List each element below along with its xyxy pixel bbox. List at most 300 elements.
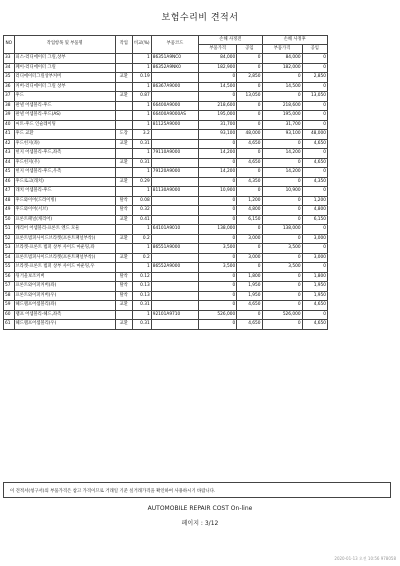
cell-labor-before: 0 [237,244,262,254]
cell-part-price-after: 84,000 [262,54,302,64]
table-row [4,310,328,320]
cell-part-price-before: 10,900 [199,187,237,197]
cell-labor-before: 0 [237,187,262,197]
cell-ratio: 1 [132,120,151,130]
table-row [4,196,328,206]
cell-part-price-before: 218,600 [199,101,237,111]
cell-part-code: 86352A9NK0 [151,63,198,73]
cell-item-name: 판넬 어셈블리-후드(AS) [14,111,115,121]
cell-part-price-after: 0 [262,206,302,216]
table-row [4,73,328,83]
cell-work-type [115,101,132,111]
header-before-adjustment: 손해 사정전 [199,36,262,45]
table-row [4,206,328,216]
cell-labor-before: 2,850 [237,73,262,83]
cell-part-code [151,301,198,311]
header-part-price-after: 부품가격 [262,45,302,54]
cell-ratio: 0.41 [132,215,151,225]
cell-part-code [151,282,198,292]
cell-part-price-before: 84,000 [199,54,237,64]
cell-row-number: 60 [4,310,15,320]
table-row [4,168,328,178]
cell-part-code: 79110A9000 [151,149,198,159]
cell-labor-after: 0 [302,101,327,111]
cell-part-price-before: 3,500 [199,263,237,273]
cell-item-name: 커버-러디에이터 그릴 상부 [14,82,115,92]
cell-work-type: 탈착 [115,206,132,216]
header-code: 부품코드 [151,36,198,54]
cell-labor-after: 4,650 [302,301,327,311]
cell-row-number: 48 [4,196,15,206]
cell-row-number: 52 [4,234,15,244]
cell-work-type: 탈착 [115,272,132,282]
table-row [4,244,328,254]
cell-part-price-after: 0 [262,92,302,102]
print-timestamp: 2020-01-13 오전 10:56 978058 [334,556,396,561]
table-row [4,130,328,140]
cell-row-number: 59 [4,301,15,311]
cell-ratio: 1 [132,111,151,121]
cell-item-name: 프론트와이퍼커버(우) [14,291,115,301]
cell-ratio: 0.13 [132,291,151,301]
cell-part-price-before: 138,000 [199,225,237,235]
cell-ratio: 1 [132,310,151,320]
cell-row-number: 36 [4,82,15,92]
table-row [4,92,328,102]
table-row [4,225,328,235]
cell-part-price-after: 0 [262,139,302,149]
cell-ratio: 1 [132,263,151,273]
cell-labor-after: 0 [302,310,327,320]
cell-part-price-before: 0 [199,253,237,263]
cell-part-code [151,139,198,149]
cell-part-price-after: 0 [262,301,302,311]
cell-part-price-before: 0 [199,215,237,225]
cell-labor-after: 3,000 [302,253,327,263]
cell-labor-after: 1,800 [302,272,327,282]
cell-labor-before: 4,350 [237,177,262,187]
cell-ratio: 1 [132,101,151,111]
cell-labor-after: 1,950 [302,291,327,301]
table-row [4,234,328,244]
cell-part-price-before: 0 [199,320,237,330]
cell-labor-before: 4,800 [237,206,262,216]
cell-part-price-after: 0 [262,234,302,244]
header-labor-before: 공임 [237,45,262,54]
cell-ratio: 0.31 [132,320,151,330]
cell-row-number: 38 [4,101,15,111]
cell-part-price-before: 526,000 [199,310,237,320]
cell-labor-after: 0 [302,120,327,130]
cell-ratio: 1 [132,244,151,254]
cell-work-type [115,111,132,121]
cell-labor-before: 6,150 [237,215,262,225]
cell-item-name: 헤드램프어셈블리(우) [14,320,115,330]
cell-row-number: 46 [4,177,15,187]
cell-item-name: 프론트범퍼사이드브라켓(프론트패널부착)( [14,253,115,263]
cell-labor-before: 0 [237,225,262,235]
cell-row-number: 41 [4,130,15,140]
cell-ratio: 0.87 [132,92,151,102]
cell-part-code [151,234,198,244]
cell-part-price-before: 182,900 [199,63,237,73]
cell-work-type: 탈착 [115,291,132,301]
cell-part-price-before: 14,200 [199,168,237,178]
cell-labor-after: 2,850 [302,73,327,83]
table-row [4,301,328,311]
cell-labor-before: 4,650 [237,320,262,330]
cell-work-type [115,263,132,273]
cell-part-price-after: 0 [262,158,302,168]
table-row [4,63,328,73]
cell-labor-before: 0 [237,168,262,178]
cell-work-type: 교환 [115,139,132,149]
cell-part-price-after: 0 [262,291,302,301]
cell-ratio: 0.19 [132,73,151,83]
cell-work-type: 교환 [115,73,132,83]
cell-part-price-before: 0 [199,272,237,282]
cell-item-name: 후드힌지(좌) [14,139,115,149]
cell-ratio: 1 [132,187,151,197]
cell-labor-after: 4,800 [302,206,327,216]
cell-part-price-before: 0 [199,73,237,83]
cell-labor-after: 13,050 [302,92,327,102]
cell-labor-after: 0 [302,168,327,178]
cell-row-number: 55 [4,263,15,273]
cell-part-price-before: 3,500 [199,244,237,254]
cell-labor-after: 1,950 [302,282,327,292]
cell-work-type: 도장 [115,130,132,140]
cell-part-price-before: 0 [199,282,237,292]
cell-part-price-before: 31,700 [199,120,237,130]
table-row [4,263,328,273]
cell-work-type [115,63,132,73]
cell-part-code: 66400A9000 [151,101,198,111]
table-row [4,158,328,168]
cell-part-price-after: 31,700 [262,120,302,130]
cell-labor-before: 13,050 [237,92,262,102]
cell-labor-before: 1,950 [237,282,262,292]
cell-item-name: 프론트범퍼사이드브라켓(프론트패널부착)( [14,234,115,244]
cell-row-number: 49 [4,206,15,216]
table-row [4,253,328,263]
cell-work-type [115,168,132,178]
cell-ratio: 1 [132,63,151,73]
cell-part-code: 66400A9000AS [151,111,198,121]
cell-part-price-before: 14,500 [199,82,237,92]
header-name: 작업항목 및 부품명 [14,36,115,54]
cell-ratio: 0.12 [132,272,151,282]
cell-work-type [115,187,132,197]
cell-part-price-after: 195,000 [262,111,302,121]
cell-item-name: 후드 교환 [14,130,115,140]
table-row [4,215,328,225]
cell-labor-after: 0 [302,149,327,159]
cell-part-code: 86351A9NC0 [151,54,198,64]
cell-item-name: 후드로크(래치) [14,177,115,187]
cell-work-type [115,310,132,320]
cell-labor-before: 3,000 [237,253,262,263]
cell-item-name: 캐리어 어셈블리-프론트 엔드 모듈 [14,225,115,235]
table-row [4,101,328,111]
cell-labor-before: 0 [237,111,262,121]
cell-ratio: 1 [132,82,151,92]
cell-part-code [151,215,198,225]
cell-item-name: 프론트패널(캐리어) [14,215,115,225]
cell-work-type: 교환 [115,158,132,168]
cell-part-price-after: 3,500 [262,263,302,273]
cell-labor-before: 0 [237,310,262,320]
cell-row-number: 42 [4,139,15,149]
cell-labor-before: 0 [237,149,262,159]
cell-part-price-before: 0 [199,92,237,102]
cell-part-code: 86551A9000 [151,244,198,254]
cell-work-type [115,120,132,130]
cell-ratio: 0.31 [132,139,151,149]
cell-labor-after: 0 [302,225,327,235]
cell-labor-before: 4,650 [237,139,262,149]
cell-row-number: 51 [4,225,15,235]
cell-labor-after: 0 [302,187,327,197]
cell-work-type [115,82,132,92]
cell-part-price-before: 0 [199,206,237,216]
cell-part-price-before: 195,000 [199,111,237,121]
cell-row-number: 57 [4,282,15,292]
cell-labor-before: 0 [237,63,262,73]
cell-part-price-before: 14,200 [199,149,237,159]
cell-part-price-after: 0 [262,196,302,206]
table-row [4,54,328,64]
cell-labor-after: 48,000 [302,130,327,140]
cell-work-type: 탈착 [115,282,132,292]
cell-labor-after: 0 [302,244,327,254]
cell-item-name: 후드 [14,92,115,102]
cell-part-code [151,196,198,206]
cell-row-number: 50 [4,215,15,225]
cell-item-name: 브라켓-프론트 범퍼 상부 사이드 마운팅,좌 [14,244,115,254]
cell-ratio: 1 [132,168,151,178]
cell-labor-before: 4,650 [237,301,262,311]
estimate-table [3,35,328,330]
cell-part-price-before: 93,100 [199,130,237,140]
cell-part-price-after: 14,200 [262,168,302,178]
cell-labor-before: 0 [237,54,262,64]
cell-part-price-after: 0 [262,320,302,330]
cell-item-name: 페이-러디에이터 그릴 [14,63,115,73]
cell-ratio: 0.31 [132,301,151,311]
cell-part-code: 86367A9000 [151,82,198,92]
table-row [4,120,328,130]
cell-labor-before: 1,200 [237,196,262,206]
cell-ratio: 0.32 [132,206,151,216]
cell-part-code [151,291,198,301]
cell-ratio: 1 [132,54,151,64]
cell-item-name: 후드와이어(드라이빙) [14,196,115,206]
table-row [4,111,328,121]
cell-row-number: 58 [4,291,15,301]
cell-part-code: 81130A9000 [151,187,198,197]
cell-part-price-after: 3,500 [262,244,302,254]
cell-part-code [151,320,198,330]
table-row [4,272,328,282]
cell-labor-before: 4,650 [237,158,262,168]
cell-work-type [115,54,132,64]
table-row [4,187,328,197]
cell-work-type: 탈착 [115,196,132,206]
cell-labor-after: 0 [302,263,327,273]
cell-labor-after: 6,150 [302,215,327,225]
cell-row-number: 47 [4,187,15,197]
cell-labor-after: 4,650 [302,139,327,149]
cell-item-name: 힌지 어셈블리-후드,좌측 [14,149,115,159]
table-row [4,139,328,149]
cell-labor-before: 0 [237,120,262,130]
cell-part-code [151,92,198,102]
cell-part-price-before: 0 [199,291,237,301]
cell-row-number: 44 [4,158,15,168]
table-row [4,282,328,292]
cell-item-name: 힌지 어셈블리-후드,우측 [14,168,115,178]
cell-labor-after: 0 [302,82,327,92]
cell-labor-before: 0 [237,263,262,273]
cell-part-code [151,206,198,216]
cell-part-price-after: 93,100 [262,130,302,140]
cell-ratio: 1 [132,149,151,159]
notice-box [3,482,391,498]
cell-part-price-before: 0 [199,158,237,168]
cell-item-name: 판넬 어셈블리-후드 [14,101,115,111]
cell-part-price-after: 14,500 [262,82,302,92]
cell-part-code [151,253,198,263]
cell-labor-before: 0 [237,82,262,92]
cell-item-name: 씨트-후드 인슐레이팅 [14,120,115,130]
table-row [4,149,328,159]
cell-ratio: 3.2 [132,130,151,140]
cell-labor-after: 4,350 [302,177,327,187]
cell-labor-before: 1,950 [237,291,262,301]
header-labor-after: 공임 [302,45,327,54]
cell-part-price-after: 138,000 [262,225,302,235]
cell-item-name: 래치 어셈블리-후드 [14,187,115,197]
cell-item-name: 피스-러디에이터 그릴,상부 [14,54,115,64]
cell-part-price-after: 0 [262,215,302,225]
cell-part-price-after: 14,200 [262,149,302,159]
footer-title: AUTOMOBILE REPAIR COST On-line [147,505,253,512]
cell-part-price-after: 182,000 [262,63,302,73]
cell-labor-after: 4,650 [302,320,327,330]
cell-work-type: 교환 [115,215,132,225]
cell-row-number: 37 [4,92,15,102]
cell-item-name: 러디에이터그릴상부커버 [14,73,115,83]
cell-labor-after: 1,200 [302,196,327,206]
cell-work-type: 교환 [115,177,132,187]
cell-part-code: 81125A9000 [151,120,198,130]
cell-row-number: 53 [4,244,15,254]
document-title: 보험수리비 견적서 [161,13,239,23]
cell-part-price-before: 0 [199,139,237,149]
cell-labor-before: 1,800 [237,272,262,282]
table-row [4,320,328,330]
header-part-price-before: 부품가격 [199,45,237,54]
cell-item-name: 프론트와이퍼커버(좌) [14,282,115,292]
cell-work-type: 교환 [115,301,132,311]
cell-item-name: 뒤거울보조커버 [14,272,115,282]
cell-work-type [115,225,132,235]
cell-part-price-before: 0 [199,234,237,244]
cell-part-code [151,73,198,83]
cell-row-number: 43 [4,149,15,159]
header-ratio: 비교(%) [132,36,151,54]
table-row [4,82,328,92]
cell-work-type [115,244,132,254]
table-row [4,291,328,301]
cell-part-price-after: 526,000 [262,310,302,320]
header-no: NO [4,36,15,54]
cell-part-price-after: 218,600 [262,101,302,111]
cell-item-name: 램프 어셈블리-헤드,좌측 [14,310,115,320]
cell-ratio: 0.31 [132,158,151,168]
cell-work-type [115,149,132,159]
cell-work-type: 교환 [115,320,132,330]
cell-part-code [151,130,198,140]
cell-part-code [151,272,198,282]
cell-ratio: 0.2 [132,253,151,263]
cell-row-number: 54 [4,253,15,263]
header-after-adjustment: 손해 사정후 [262,36,327,45]
cell-labor-after: 3,000 [302,234,327,244]
cell-item-name: 헤드램프어셈블리(좌) [14,301,115,311]
cell-item-name: 후드힌지(우) [14,158,115,168]
cell-part-price-before: 0 [199,301,237,311]
cell-labor-after: 0 [302,111,327,121]
page-number: 페이지 : 3/12 [181,520,219,527]
cell-work-type: 교환 [115,92,132,102]
cell-part-price-after: 0 [262,282,302,292]
table-row [4,177,328,187]
cell-row-number: 40 [4,120,15,130]
header-work: 작업 [115,36,132,54]
cell-row-number: 45 [4,168,15,178]
cell-part-price-after: 0 [262,73,302,83]
cell-part-code: 92101A9710 [151,310,198,320]
cell-row-number: 35 [4,73,15,83]
cell-part-code: 86552A9000 [151,263,198,273]
cell-labor-after: 0 [302,63,327,73]
cell-ratio: 0.08 [132,196,151,206]
cell-ratio: 0.2 [132,234,151,244]
cell-work-type: 교환 [115,253,132,263]
cell-labor-before: 48,000 [237,130,262,140]
cell-part-price-after: 0 [262,272,302,282]
cell-work-type: 교환 [115,234,132,244]
cell-part-price-before: 0 [199,177,237,187]
cell-part-price-after: 0 [262,253,302,263]
cell-labor-before: 0 [237,101,262,111]
cell-ratio: 0.13 [132,282,151,292]
cell-ratio: 1 [132,225,151,235]
cell-part-code: 79120A9000 [151,168,198,178]
cell-labor-before: 3,000 [237,234,262,244]
cell-item-name: 후드와이어(서브) [14,206,115,216]
cell-ratio: 0.29 [132,177,151,187]
cell-row-number: 39 [4,111,15,121]
cell-row-number: 56 [4,272,15,282]
cell-part-price-after: 10,900 [262,187,302,197]
notice-text: 이 견적서(청구서)의 부품가격은 참고 가격이므로 거래일 기준 실거래가격을 확인하여 사용하시기 바랍니다. [10,489,216,494]
cell-part-price-after: 0 [262,177,302,187]
cell-row-number: 33 [4,54,15,64]
cell-part-price-before: 0 [199,196,237,206]
